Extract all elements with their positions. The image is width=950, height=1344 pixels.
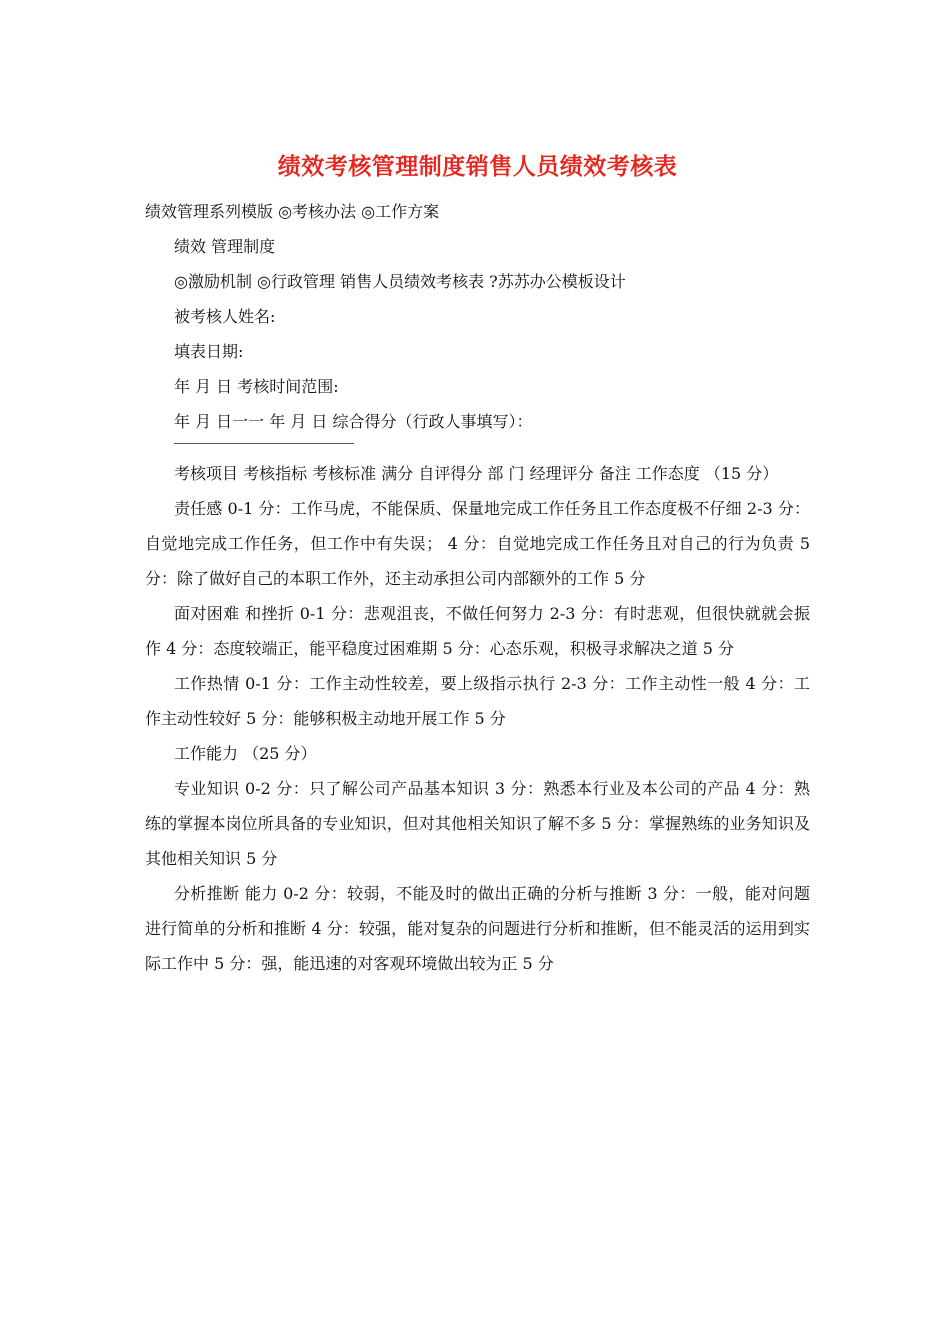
total-score-label: 年 月 日一一 年 月 日 综合得分（行政人事填写）：: [174, 412, 533, 431]
tags-line: ◎激励机制 ◎行政管理 销售人员绩效考核表 ?苏苏办公模板设计: [174, 272, 626, 291]
work-ability-heading: 工作能力 （25 分）: [174, 744, 317, 763]
document-page: [145, 150, 810, 981]
adversity-criteria: 面对困难 和挫折 0-1 分：悲观沮丧，不做任何努力 2-3 分：有时悲观，但很快就就会振作 4 分：态度较端正，能平稳度过困难期 5 分：心态乐观，积极寻求解决之道 5 分: [145, 604, 810, 658]
document-title: 绩效考核管理制度销售人员绩效考核表: [277, 153, 678, 180]
fill-date-label: 填表日期:: [174, 342, 244, 361]
category-line: 绩效 管理制度: [174, 237, 276, 256]
responsibility-criteria: 责任感 0-1 分：工作马虎，不能保质、保量地完成工作任务且工作态度极不仔细 2-3 分：自觉地完成工作任务，但工作中有失误； 4 分：自觉地完成工作任务且对自己的行为负责 5 分：除了做好自己的本职工作外，还主动承担公司内部额外的工作 5 分: [145, 499, 810, 588]
enthusiasm-criteria: 工作热情 0-1 分：工作主动性较差，要上级指示执行 2-3 分：工作主动性一般 4 分：工作主动性较好 5 分：能够积极主动地开展工作 5 分: [145, 674, 810, 728]
assessment-period-label: 年 月 日 考核时间范围:: [174, 377, 339, 396]
fill-in-line: [174, 443, 354, 444]
table-header-text: 考核项目 考核指标 考核标准 满分 自评得分 部 门 经理评分 备注 工作态度 （15 分）: [174, 464, 779, 483]
professional-knowledge-criteria: 专业知识 0-2 分：只了解公司产品基本知识 3 分：熟悉本行业及本公司的产品 4 分：熟练的掌握本岗位所具备的专业知识，但对其他相关知识了解不多 5 分：掌握熟练的业务知识及其他相关知识 5 分: [145, 779, 810, 868]
analysis-ability-criteria: 分析推断 能力 0-2 分：较弱，不能及时的做出正确的分析与推断 3 分：一般，能对问题进行简单的分析和推断 4 分：较强，能对复杂的问题进行分析和推断，但不能灵活的运用到实际工作中 5 分：强，能迅速的对客观环境做出较为正 5 分: [145, 884, 810, 973]
series-line: 绩效管理系列模版 ◎考核办法 ◎工作方案: [145, 202, 440, 221]
assessee-name-label: 被考核人姓名:: [174, 307, 276, 326]
